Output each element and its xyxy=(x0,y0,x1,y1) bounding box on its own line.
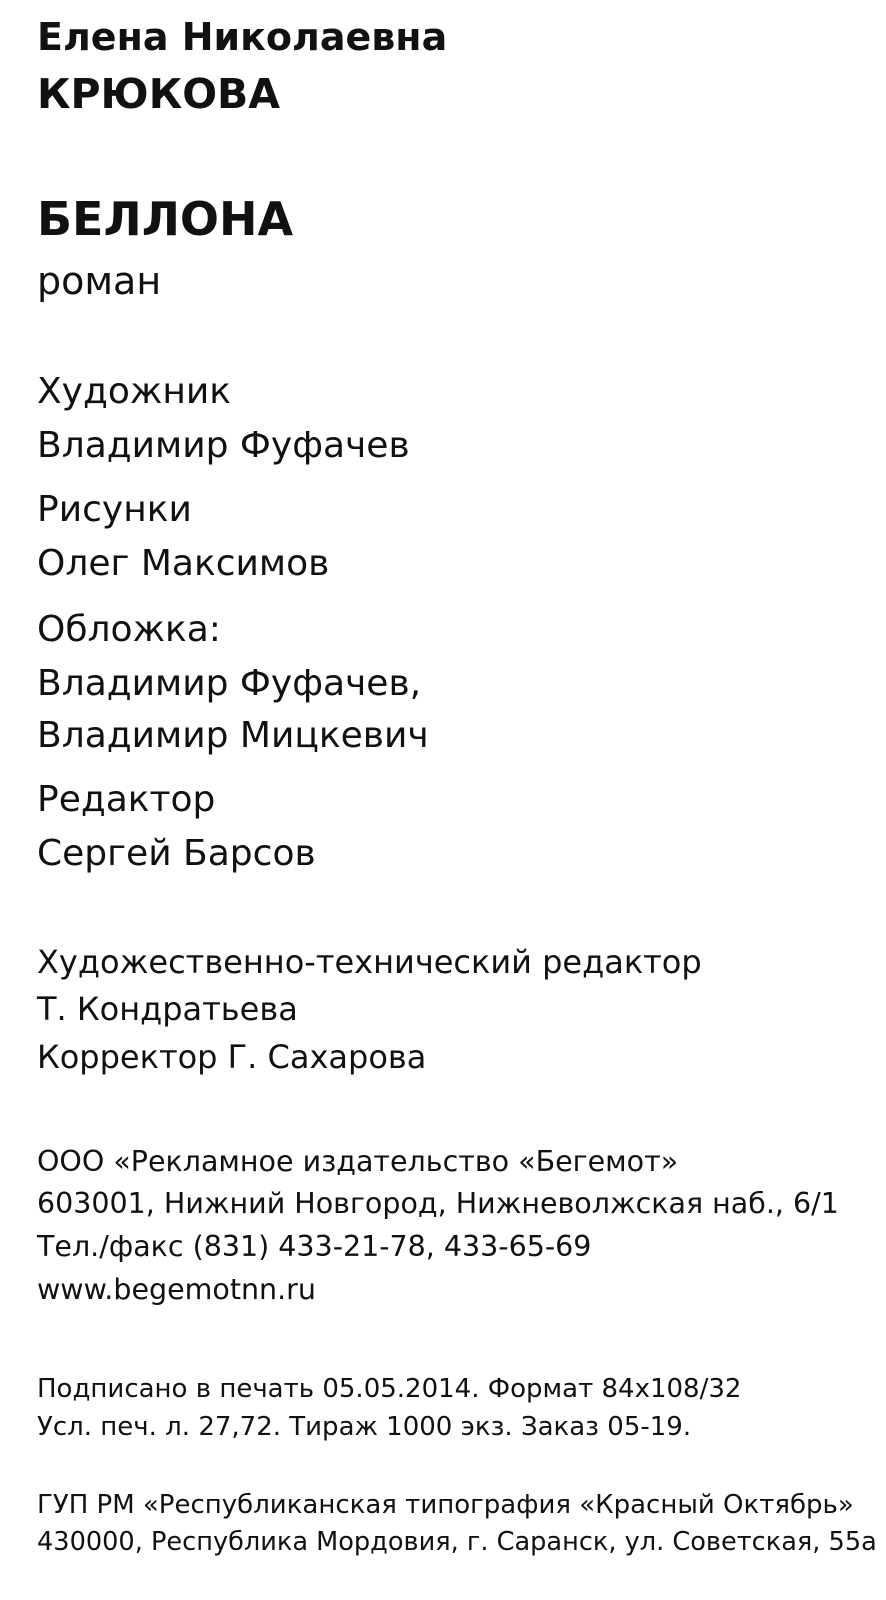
credit-role-artist: Художник xyxy=(37,371,231,412)
credit-name-artist: Владимир Фуфачев xyxy=(37,425,410,466)
tech-editor-role: Художественно-технический редактор xyxy=(37,943,702,981)
print-signed: Подписано в печать 05.05.2014. Формат 84х108/32 xyxy=(37,1374,742,1404)
publisher-website: www.begemotnn.ru xyxy=(37,1273,316,1306)
author-name: Елена Николаевна xyxy=(37,15,448,59)
publisher-phone: Тел./факс (831) 433-21-78, 433-65-69 xyxy=(37,1230,592,1263)
credit-role-cover: Обложка: xyxy=(37,609,221,650)
publisher-address: 603001, Нижний Новгород, Нижневолжская наб., 6/1 xyxy=(37,1187,839,1220)
credit-name-cover-1: Владимир Фуфачев, xyxy=(37,663,422,704)
credit-role-drawings: Рисунки xyxy=(37,489,192,530)
credit-role-editor: Редактор xyxy=(37,779,216,820)
publisher-name: ООО «Рекламное издательство «Бегемот» xyxy=(37,1145,679,1178)
credit-name-editor: Сергей Барсов xyxy=(37,833,316,874)
proofreader: Корректор Г. Сахарова xyxy=(37,1038,427,1076)
book-genre: роман xyxy=(37,259,162,303)
printer-address: 430000, Республика Мордовия, г. Саранск, ул. Советская, 55а xyxy=(37,1527,877,1557)
author-surname: КРЮКОВА xyxy=(37,70,281,118)
colophon-page xyxy=(37,0,877,1600)
print-run: Усл. печ. л. 27,72. Тираж 1000 экз. Заказ 05-19. xyxy=(37,1412,692,1442)
printer-name: ГУП РМ «Республиканская типография «Красный Октябрь» xyxy=(37,1490,854,1520)
credit-name-drawings: Олег Максимов xyxy=(37,543,330,584)
credit-name-cover-2: Владимир Мицкевич xyxy=(37,715,429,756)
tech-editor-name: Т. Кондратьева xyxy=(37,990,298,1028)
book-title: БЕЛЛОНА xyxy=(37,192,294,246)
